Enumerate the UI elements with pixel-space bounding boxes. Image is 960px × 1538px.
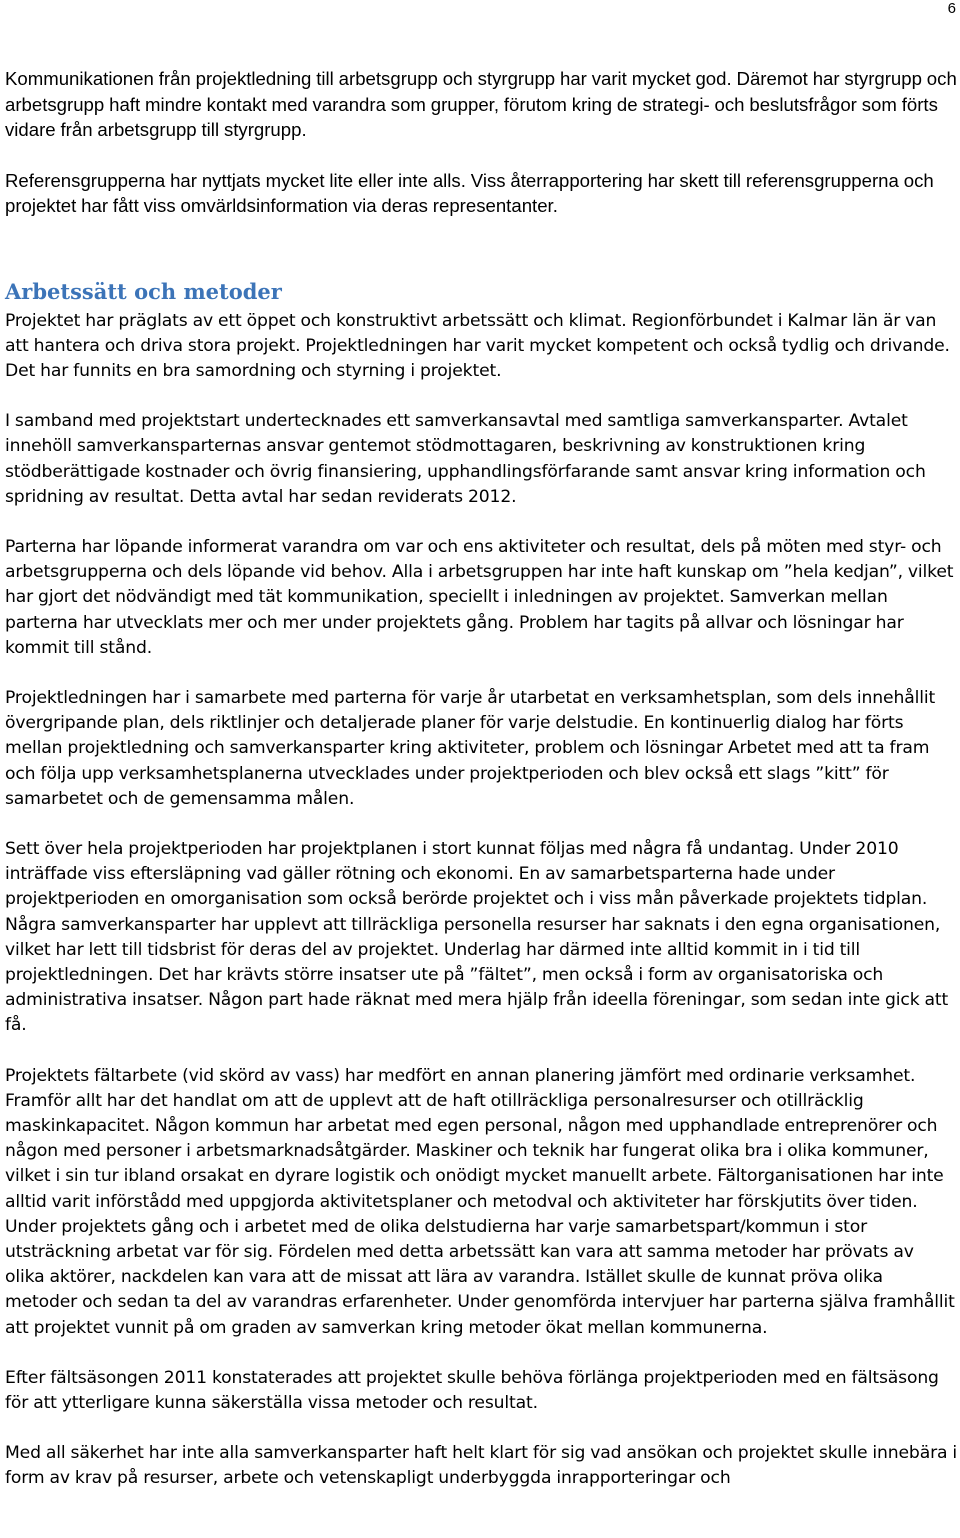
paragraph-operational-plan: Projektledningen har i samarbete med parterna för varje år utarbetat en verksamhetsplan, som dels innehållit övergripande plan, dels riktlinjer och detaljerade planer för varje delstudie. En kontinuerlig dialog har förts mellan projektledning och samverkansparter kring aktiviteter, problem och lösningar Arbetet med att ta fram och följa upp verksamhetsplanerna utvecklades under projektperioden och blev också ett slags ”kitt” för samarbetet och de gemensamma målen. bbox=[5, 687, 936, 809]
paragraph-reference-groups: Referensgrupperna har nyttjats mycket lite eller inte alls. Viss återrapportering har skett till referensgrupperna och projektet har fått viss omvärldsinformation via deras representanter. bbox=[5, 169, 934, 216]
paragraph-project-plan: Sett över hela projektperioden har projektplanen i stort kunnat följas med några få undantag. Under 2010 inträffade viss eftersläpning vad gäller rötning och ekonomi. En av samarbetsparterna hade under projektperioden en omorganisation som också berörde projektet och i viss mån påverkade projektets tidplan. Några samverkansparter har upplevt att tillräckliga personella resurser har saknats i den egna organisationen, vilket har lett till tidsbrist för deras del av projektet. Underlag har därmed inte alltid kommit in i tid till projektledningen. Det har krävts större insatser ute på ”fältet”, men också i form av organisatoriska och administrativa insatser. Någon part hade räknat med mera hjälp från ideella föreningar, som sedan inte gick att få. bbox=[5, 838, 949, 1036]
paragraph-partners-informed: Parterna har löpande informerat varandra om var och ens aktiviteter och resultat, dels på möten med styr- och arbetsgrupperna och dels löpande vid behov. Alla i arbetsgruppen har inte haft kunskap om ”hela kedjan”, vilket har gjort det nödvändigt med tät kommunikation, speciellt i inledningen av projektet. Samverkan mellan parterna har utvecklats mer och mer under projektets gång. Problem har tagits på allvar och lösningar har kommit till stånd. bbox=[5, 536, 954, 658]
paragraph-working-methods: Projektet har präglats av ett öppet och konstruktivt arbetssätt och klimat. Regionförbundet i Kalmar län är van att hantera och driva stora projekt. Projektledningen har varit mycket kompetent och också tydlig och drivande. Det har funnits en bra samordning och styrning i projektet. bbox=[5, 310, 950, 381]
paragraph-cooperation-agreement: I samband med projektstart undertecknades ett samverkansavtal med samtliga samverkansparter. Avtalet innehöll samverkansparternas ansvar gentemot stödmottagaren, beskrivning av konstruktionen kring stödberättigade kostnader och övrig finansiering, upphandlingsförfarande samt ansvar kring information och spridning av resultat. Detta avtal har sedan reviderats 2012. bbox=[5, 411, 926, 507]
page-number: 6 bbox=[947, 0, 956, 17]
paragraph-field-season: Efter fältsäsongen 2011 konstaterades att projektet skulle behöva förlänga projektperioden med en fältsäsong för att ytterligare kunna säkerställa vissa metoder och resultat. bbox=[5, 1367, 939, 1414]
paragraph-field-work: Projektets fältarbete (vid skörd av vass) har medfört en annan planering jämfört med ordinarie verksamhet. Framför allt har det handlat om att de upplevt att de haft otillräckliga personalresurser och otillräcklig maskinkapacitet. Någon kommun har arbetat med egen personal, någon med upphandlade entreprenörer och någon med personer i arbetsmarknadsåtgärder. Maskiner och teknik har fungerat olika bra i olika kommuner, vilket i sin tur ibland orsakat en dyrare logistik och onödigt mycket manuellt arbete. Fältorganisationen har inte alltid varit införstådd med uppgjorda aktivitetsplaner och metodval och aktiviteter har förskjutits över tiden. Under projektets gång och i arbetet med de olika delstudierna har varje samarbetspart/kommun i stor utsträckning arbetat var för sig. Fördelen med detta arbetssätt kan vara att samma metoder har prövats av olika aktörer, nackdelen kan vara att de missat att lära av varandra. Istället skulle de kunnat pröva olika metoder och sedan ta del av varandras erfarenheter. Under genomförda intervjuer har parterna själva framhållit att projektet vunnit på om graden av samverkan kring metoder ökat mellan kommunerna. bbox=[5, 1065, 955, 1338]
section-heading: Arbetssätt och metoder bbox=[5, 278, 282, 304]
paragraph-partners-unclear: Med all säkerhet har inte alla samverkansparter haft helt klart för sig vad ansökan och projektet skulle innebära i form av krav på resurser, arbete och vetenskapligt underbyggda inrapporteringar och bbox=[5, 1443, 958, 1489]
document-body bbox=[5, 66, 958, 1492]
paragraph-communication: Kommunikationen från projektledning till arbetsgrupp och styrgrupp har varit mycket god. Däremot har styrgrupp och arbetsgrupp haft mindre kontakt med varandra som grupper, förutom kring de strategi- och beslutsfrågor som förts vidare från arbetsgrupp till styrgrupp. bbox=[5, 68, 957, 140]
